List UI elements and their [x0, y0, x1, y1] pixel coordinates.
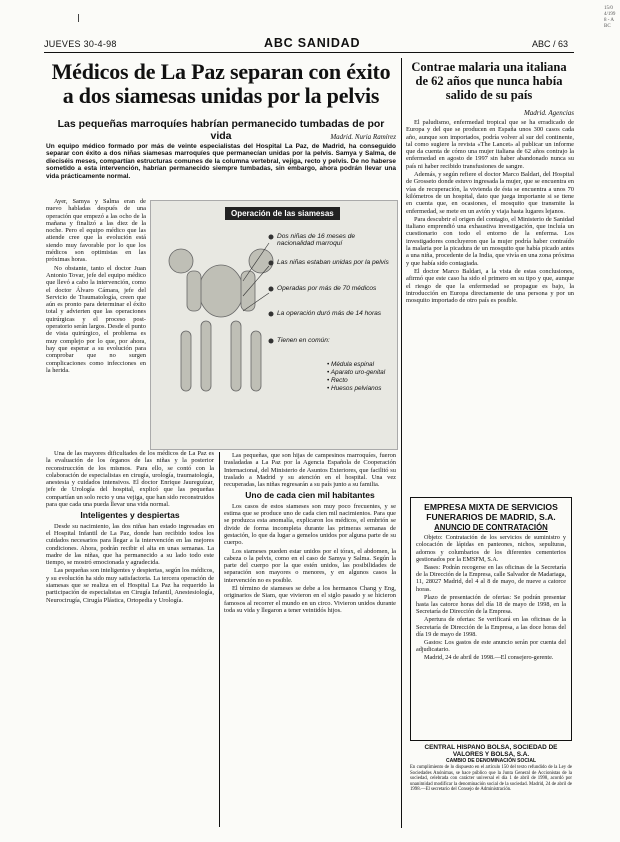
page-header	[44, 38, 574, 53]
ad-paragraph: Plazo de presentación de ofertas: Se podrán presentar hasta las catorce horas del día 18 de mayo de 1998, en la Secretaría de Dirección de la Empresa.	[416, 593, 566, 616]
edge-text: 15/04/1998 - ABC	[604, 6, 616, 29]
paragraph: Las pequeñas son inteligentes y despiertas, según los médicos, y su evolución ha sido muy satisfactoria. La tercera operación de siamesas que se realiza en el Hospital La Paz ha requerido la participación de especialistas en Cirugía Infantil, Anestesiología, Neurocirugía, Cirugía Plástica, Ortopedia y Urología.	[46, 567, 214, 604]
main-lead: Un equipo médico formado por más de veinte especialistas del Hospital La Paz, de Madrid, ha conseguido separar con éxito a dos niñas siamesas marroquíes que permanecían unidas por la pelvis. Samya y Salma, de dieciséis meses, compartían estructuras comunes de la columna vertebral, vejiga, recto y pelvis. De no haberse sometido a esta intervención, habrían permanecido siempre tumbadas, sin embargo, ahora podrán llevar una vida prácticamente normal.	[46, 143, 396, 180]
right-headline: Contrae malaria una italiana de 62 años que nunca había salido de su país	[411, 60, 567, 102]
main-headline: Médicos de La Paz separan con éxito a dos siamesas unidas por la pelvis	[51, 59, 391, 108]
main-column-1	[46, 198, 146, 448]
bullet-icon	[269, 312, 274, 317]
main-subheadline: Las pequeñas marroquíes habrían permanecido tumbadas de por vida	[57, 118, 385, 142]
infographic-item: Dos niñas de 16 meses de nacionalidad marroquí	[277, 233, 356, 247]
figure-leg	[251, 331, 261, 391]
paragraph: Para descubrir el origen del contagio, el Ministerio de Sanidad italiano emprendió una exhaustiva investigación, que incluía un cuestionario con todo el entorno de la enferma. Los investigadores concluyeron que la mujer podría haber contraído la malaria por la picadura de un mosquito que había picado antes a una niña, procedente de la India, que vivía en una zona próxima y que había sido contagiada.	[406, 215, 574, 267]
right-byline: Madrid. Agencias	[523, 109, 574, 117]
infographic-title: Operación de las siamesas	[225, 207, 340, 220]
figure-torso-right	[241, 271, 255, 311]
paragraph: El paludismo, enfermedad tropical que se ha erradicado de Europa y del que se producen en España unos 300 casos cada año, aunque son importados, podría volver al sur del continente, tal como sugiere la revista «The Lancet» al publicar un informe que da cuenta de cómo una mujer italiana de 62 años contrajo la enfermedad en agosto de 1997 sin haber abandonado nunca su país ni haber recibido transfusiones de sangre.	[406, 119, 574, 170]
ad-subtitle: ANUNCIO DE CONTRATACIÓN	[434, 523, 548, 532]
advertisement-central-hispano	[410, 744, 572, 792]
infographic-item: Las niñas estaban unidas por la pelvis	[277, 259, 389, 266]
figure-pelvis-shape	[199, 265, 243, 317]
infographic-item: Tienen en común:	[277, 337, 330, 344]
paragraph: Ayer, Samya y Salma eran de nuevo habladas después de una operación que empezó a las ocho de la mañana y finalizó a las diez de la noche. Pero el equipo médico que las atiende cree que la evolución está siendo muy favorable por lo que los médicos son optimistas en las próximas horas.	[46, 198, 146, 264]
advertisement-funerarios	[410, 497, 572, 741]
column-rule	[401, 58, 402, 828]
bullet-icon	[269, 339, 274, 344]
paragraph: Los siameses pueden estar unidos por el tórax, el abdomen, la cabeza o la pelvis, como en el caso de Samya y Salma. Según la parte del cuerpo por la que estén unidos, las posibilidades de separación son mayores o menores, y en algunos casos la intervención no es posible.	[224, 547, 396, 584]
figure-head-left	[169, 249, 193, 273]
paragraph: Una de las mayores dificultades de los médicos de La Paz es la evaluación de los órganos de las niñas y la posterior reconstrucción de los mismos. Para ello, se contó con la colaboración de especialistas en cirugía, urología, traumatología, anestesia y cuidados intensivos. El doctor Enrique Jaureguízar, jefe de Urología del hospital, explicó que las pequeñas compartían un solo recto y una vejiga, que han sido reconstruidos para que cada una pueda llevar una vida normal.	[46, 450, 214, 509]
ad2-subtitle: CAMBIO DE DENOMINACIÓN SOCIAL	[446, 758, 536, 764]
figure-leg	[231, 321, 241, 391]
subtitle-uno-de-cada: Uno de cada cien mil habitantes	[245, 490, 375, 501]
bullet-icon	[269, 287, 274, 292]
crop-mark	[78, 14, 79, 22]
main-column-2	[224, 452, 396, 828]
ad2-body: En cumplimiento de lo dispuesto en el artículo 150 del texto refundido de la Ley de Sociedades Anónimas, se hace público que la Junta General de Accionistas de la sociedad, celebrada con carácter universal el día 1 de abril de 1998, acordó por unanimidad modificar la denominación social de la sociedad. Madrid, 24 de abril de 1998.—El secretario del Consejo de Administración.	[410, 765, 572, 793]
main-column-1-lower	[46, 450, 214, 830]
infographic	[150, 200, 398, 450]
common-item: • Médula espinal	[327, 361, 375, 368]
issue-date: JUEVES 30-4-98	[44, 39, 117, 49]
ad-paragraph: Bases: Podrán recogerse en las oficinas de la Secretaría de la Dirección de la Empresa, calle Salvador de Madariaga, 11, 28027 Madrid, del 4 al 8 de mayo, de nueve a catorce horas.	[416, 564, 566, 593]
section-title: ABC SANIDAD	[264, 36, 361, 50]
ad2-title: CENTRAL HISPANO BOLSA, SOCIEDAD DE VALORES Y BOLSA, S.A.	[424, 744, 558, 758]
page-number: ABC / 63	[531, 39, 568, 49]
common-item: • Huesos pelvianos	[327, 385, 382, 392]
infographic-item: Operadas por más de 70 médicos	[277, 285, 377, 292]
paragraph: El término de siameses se debe a los hermanos Chang y Eng, originarios de Siam, que vivieron en el siglo pasado y se hicieron famosos al recorrer el mundo en un circo. Vivieron unidos durante toda su vida y llegaron a tener veintidós hijos.	[224, 585, 396, 614]
bullet-icon	[269, 235, 274, 240]
ad-paragraph: Apertura de ofertas: Se verificará en las oficinas de la Secretaría de Dirección de la Empresa, a las doce horas del día 19 de mayo de 1998.	[416, 616, 566, 638]
paragraph: Además, y según refiere el doctor Marco Baldari, del Hospital de Grosseto donde estuvo ingresada la mujer, que se encuentra en vías de recuperación, la vivienda de ésta se encuentra a unos 70 kilómetros de un hospital, dato que juega importante si se tiene en cuenta que, en ocasiones, el mosquito que transmite la enfermedad, se mete en un avión y viaja hasta lugares lejanos.	[406, 171, 574, 215]
ad-paragraph: Madrid, 24 de abril de 1998.—El consejero-gerente.	[424, 654, 554, 662]
main-byline: Madrid. Nuria Ramírez	[330, 133, 396, 141]
infographic-item: La operación duró más de 14 horas	[277, 310, 382, 317]
paragraph: El doctor Marco Baldari, a la vista de estas conclusiones, afirmó que este caso ha sido el primero en su tipo y que, aunque el riesgo de que la enfermedad se propague es bajo, la introducción en Europa directamente de una persona y por un mosquito importado de otro país es posible.	[406, 267, 574, 305]
figure-leg	[201, 321, 211, 391]
ad-paragraph: Objeto: Contratación de los servicios de suministro y colocación de lápidas en panteones, nichos, sepulturas, adornos y columbarios de los diferentes cementerios gestionados por la EMSFM, S.A.	[416, 534, 566, 563]
figure-leg	[181, 331, 191, 391]
column-rule	[219, 452, 220, 827]
ad-paragraph: Gastos: Los gastos de este anuncio serán por cuenta del adjudicatario.	[416, 639, 566, 654]
paragraph: Las pequeñas, que son hijas de campesinos marroquíes, fueron trasladadas a La Paz por la Agencia Española de Cooperación Internacional, del Ministerio de Asuntos Exteriores, que facilitó su traslado a Madrid y su atención en el hospital. Una vez recuperadas, las niñas regresarán a su país junto a su familia.	[224, 452, 396, 489]
bullet-icon	[269, 261, 274, 266]
common-item: • Aparato uro-genital	[327, 369, 386, 376]
paragraph: Desde su nacimiento, las dos niñas han estado ingresadas en el Hospital Infantil de La Paz, donde han recibido todos los cuidados necesarios para llegar a la intervención en las mejores condiciones. Ahora, podrán recibir el alta en unas semanas. La madre de las niñas, que ha permanecido a su lado todo este tiempo, se mostró emocionada y agradecida.	[46, 522, 214, 567]
infographic-common-list	[327, 361, 385, 393]
subtitle-inteligentes: Inteligentes y despiertas	[80, 510, 180, 521]
common-item: • Recto	[327, 377, 348, 384]
paragraph: No obstante, tanto el doctor Juan Antonio Tovar, jefe del equipo médico que llevó a cabo la intervención, como el doctor Álvaro Cámara, jefe del Servicio de Traumatología, creen que aún es pronto para determinar el éxito total y advierten que las operaciones quirúrgicas y el proceso post-operatorio serán largos. Desde el punto de vista quirúrgico, el problema es muy complejo por lo que, por ahora, hay que esperar a su evolución para comprobar que no surgen complicaciones como infecciones en la herida.	[46, 264, 146, 374]
paragraph: Los casos de estos siameses son muy poco frecuentes, y se estima que se produce uno de cada cien mil nacimientos. Para que se produzca esta anomalía, explicaron los médicos, el embrión se divide de forma incompleta durante las primeras semanas de gestación, lo que da lugar a gemelos unidos por alguna parte de su cuerpo.	[224, 502, 396, 547]
ad-title: EMPRESA MIXTA DE SERVICIOS FUNERARIOS DE MADRID, S.A.	[424, 502, 558, 522]
figure-torso-left	[187, 271, 201, 311]
right-column	[406, 119, 574, 491]
figure-head-right	[249, 249, 273, 273]
